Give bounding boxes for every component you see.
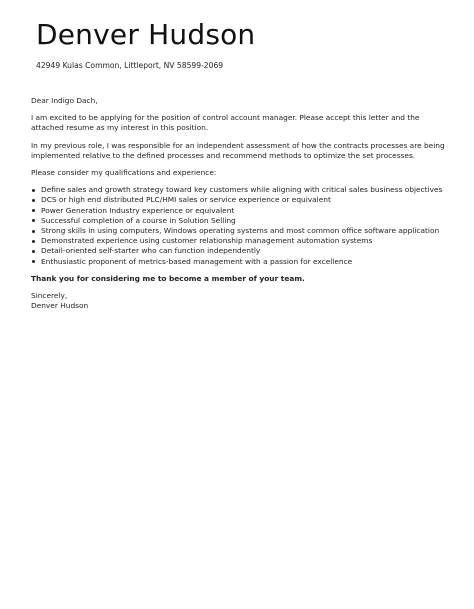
qualifications-intro: Please consider my qualifications and experience: (31, 168, 217, 178)
list-item: Strong skills in using computers, Windows operating systems and most common office software application (31, 226, 445, 236)
list-item: Power Generation Industry experience or equivalent (31, 206, 445, 216)
closing-statement: Thank you for considering me to become a member of your team. (31, 273, 305, 283)
salutation: Dear Indigo Dach, (31, 96, 98, 105)
letter-body (31, 96, 445, 311)
intro-paragraph: I am excited to be applying for the position of control account manager. Please accept this letter and the attached resume as my interest in this position. (31, 113, 420, 133)
experience-paragraph: In my previous role, I was responsible for an independent assessment of how the contracts processes are being implemented relative to the defined processes and recommend methods to optimize the set processes. (31, 140, 445, 160)
qualifications-list (31, 185, 445, 267)
list-item: Detail-oriented self-starter who can function independently (31, 246, 445, 256)
signature-name: Denver Hudson (31, 301, 89, 311)
list-item: Successful completion of a course in Solution Selling (31, 216, 445, 226)
applicant-name: Denver Hudson (36, 18, 256, 51)
list-item: DCS or high end distributed PLC/HMI sales or service experience or equivalent (31, 195, 445, 205)
list-item: Demonstrated experience using customer relationship management automation systems (31, 236, 445, 246)
applicant-address: 42949 Kulas Common, Littleport, NV 58599-2069 (36, 61, 224, 70)
list-item: Define sales and growth strategy toward key customers while aligning with critical sales business objectives (31, 185, 445, 195)
list-item: Enthusiastic proponent of metrics-based management with a passion for excellence (31, 257, 445, 267)
signoff: Sincerely, (31, 291, 68, 301)
